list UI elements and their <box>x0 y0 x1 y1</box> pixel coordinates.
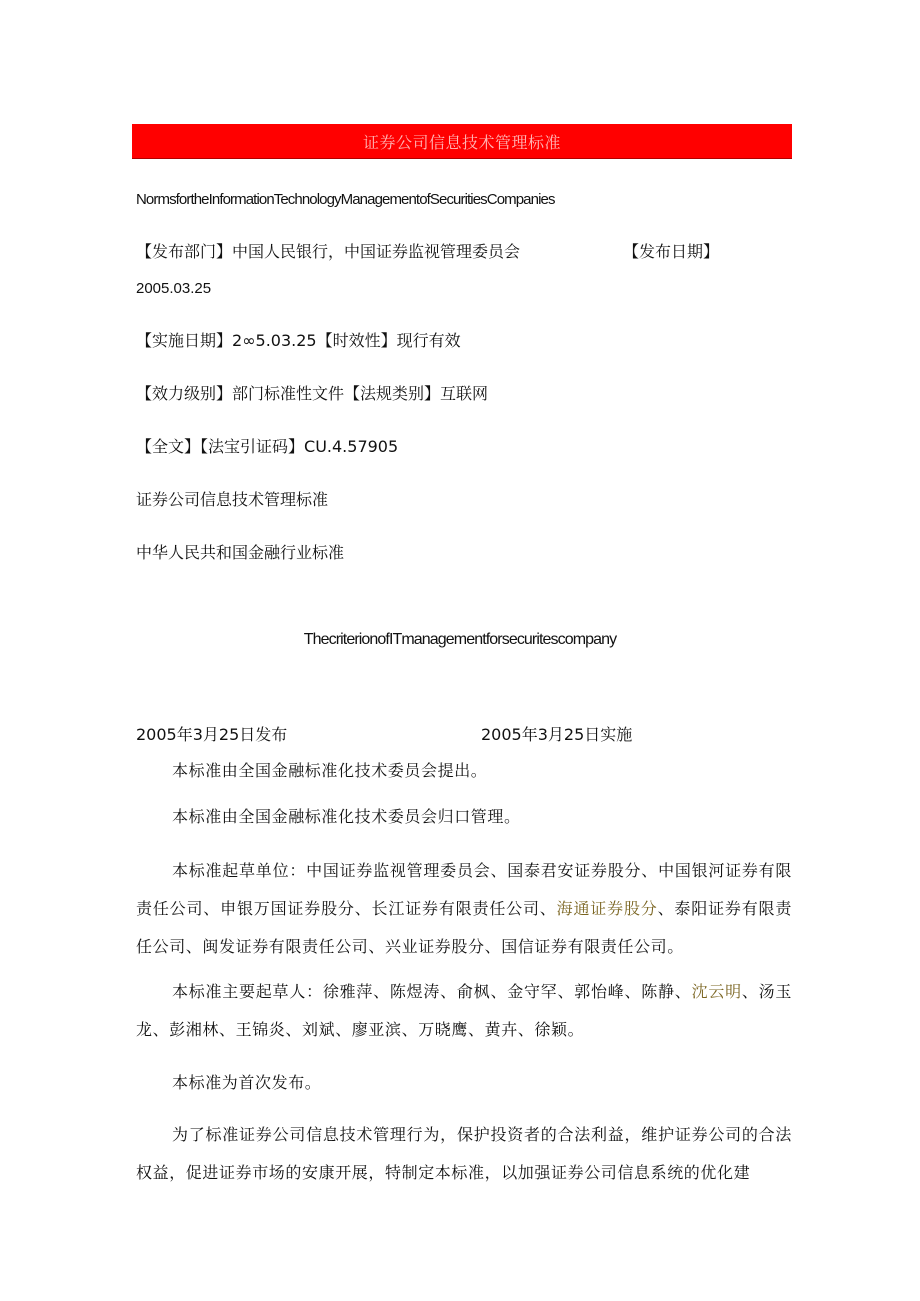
paragraph-purpose: 为了标准证券公司信息技术管理行为，保护投资者的合法利益，维护证券公司的合法权益，促进证券市场的安康开展，特制定本标准，以加强证券公司信息系统的优化建 <box>136 1125 792 1182</box>
paragraph-first-release: 本标准为首次发布。 <box>172 1073 322 1092</box>
english-subtitle: ThecriterionofITmanagementforsecuritescompany <box>303 631 617 648</box>
document-title-banner <box>132 124 792 159</box>
document-title: 证券公司信息技术管理标准 <box>362 132 561 152</box>
drafting-units-text-end: 、泰阳证券有限责任公司、闽发证券有限责任公司、兴业证券股分、国信证券有限责任公司。 <box>136 899 792 956</box>
citation-line <box>136 437 398 457</box>
level-label: 【效力级别】 <box>136 384 233 403</box>
level-line <box>136 384 488 404</box>
document-title-cn: 证券公司信息技术管理标准 <box>136 490 329 509</box>
category-label: 【法规类别】 <box>344 384 441 403</box>
paragraph-proposed: 本标准由全国金融标准化技术委员会提出。 <box>172 761 488 780</box>
category-value: 互联网 <box>440 384 489 403</box>
fulltext-label: 【全文】 <box>136 437 201 456</box>
publisher-value: 中国人民银行，中国证券监视管理委员会 <box>232 242 521 261</box>
publisher-line <box>136 242 520 262</box>
level-value: 部门标准性文件 <box>232 384 345 403</box>
paragraph-managed: 本标准由全国金融标准化技术委员会归口管理。 <box>172 807 521 826</box>
highlighted-company: 海通证券股分 <box>556 899 658 918</box>
highlighted-drafter: 沈云明 <box>691 982 742 1001</box>
effective-date-label: 【实施日期】 <box>136 331 233 350</box>
publish-date-label: 【发布日期】 <box>623 242 720 261</box>
paragraph-drafting-units <box>136 852 792 966</box>
release-date: 2005年3月25日发布 <box>136 725 288 744</box>
drafters-text: 本标准主要起草人：徐雅萍、陈煜涛、俞枫、金守罕、郭怡峰、陈静、 <box>172 982 692 1001</box>
publish-date-value: 2005.03.25 <box>136 280 212 297</box>
citation-label: 【法宝引证码】 <box>200 437 305 456</box>
effective-line <box>136 331 461 351</box>
validity-value: 现行有效 <box>396 331 461 350</box>
english-title: NormsfortheInformationTechnologyManagementofSecuritiesCompanies <box>136 191 555 208</box>
paragraph-drafters <box>136 973 792 1049</box>
publisher-label: 【发布部门】 <box>136 242 233 261</box>
drafting-units-text: 本标准起草单位：中国证券监视管理委员会、国泰君安证券股分、中国银河证券有限责任公司、申银万国证券股分、长江证券有限责任公司、 <box>136 861 792 918</box>
standard-type: 中华人民共和国金融行业标准 <box>136 543 345 562</box>
validity-label: 【时效性】 <box>316 331 397 350</box>
effective-date-value: 2∞5.03.25 <box>232 331 317 350</box>
citation-value: CU.4.57905 <box>304 437 399 456</box>
implement-date: 2005年3月25日实施 <box>481 725 633 744</box>
drafters-text-end: 、汤玉龙、彭湘林、王锦炎、刘斌、廖亚滨、万晓鹰、黄卉、徐颖。 <box>136 982 792 1039</box>
